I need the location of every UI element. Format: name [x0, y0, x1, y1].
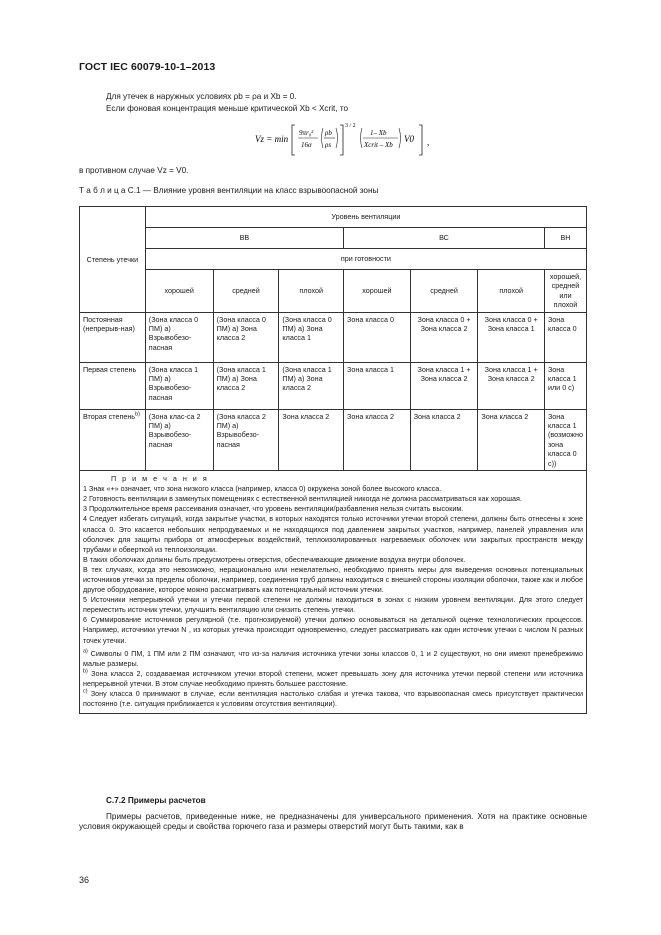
row-label — [80, 409, 146, 470]
table-caption-text: С.1 — Влияние уровня вентиляции на класс взрывоопасной зоны — [127, 186, 379, 195]
table-cell: Зона класса 2 — [410, 409, 478, 470]
footnote-mark: b) — [83, 668, 88, 675]
formula-frac2-den: Xcrit – Xb — [364, 141, 393, 149]
table-header-vn: ВН — [544, 228, 586, 249]
table-row — [80, 312, 587, 362]
table-cell: (Зона класса 0 ПМ) а) Зона класса 1 — [279, 312, 344, 362]
table-cell: Зона класса 2 — [478, 409, 545, 470]
row-label-sup: b) — [135, 411, 140, 418]
table-row — [80, 409, 587, 470]
formula-comma: , — [427, 137, 430, 147]
table-cell: (Зона класса 2 ПМ) а) Взрывобезо-пасная — [213, 409, 279, 470]
table-cell: Зона класса 2 — [344, 409, 411, 470]
footnote — [83, 689, 583, 709]
table-cell: Зона класса 0 — [344, 312, 411, 362]
table-cell: (Зона класса 1 ПМ) а) Зона класса 2 — [213, 362, 279, 409]
footnote-text: Символы 0 ПМ, 1 ПМ или 2 ПМ означают, что из-за наличия источника утечки зоны классов 0, 1 и 2 существуют, но они имеют пренебрежимо малые размеры. — [83, 648, 583, 668]
formula-frac2-num: 1– Xb — [370, 129, 387, 137]
note-item: 2 Готовность вентиляции в замкнутых помещениях с естественной вентиляцией никогда не должна рассматриваться как хорошая. — [83, 494, 522, 504]
footnote — [83, 669, 583, 689]
table-cell: (Зона класса 1 ПМ) а) Зона класса 2 — [279, 362, 344, 409]
row-label: Постоянная (непрерыв-ная) — [80, 312, 146, 362]
table-header-release-grade: Степень утечки — [80, 207, 146, 313]
table-cell: Зона класса 1 или 0 с) — [544, 362, 586, 409]
document-header: ГОСТ IEC 60079-10-1–2013 — [79, 61, 216, 73]
footnote-text: Зону класса 0 принимают в случае, если вентиляция настолько слабая и утечка такова, что взрывоопасная смесь присутствует практически постоянно (т.е. ситуация приближается к условиям отсутствия вентиляции). — [83, 689, 583, 709]
table-cell: Зона класса 2 — [279, 409, 344, 470]
table-header-vn-readiness: хорошей, средней или плохой — [544, 270, 586, 313]
table-header-vv: ВВ — [145, 228, 343, 249]
table-header-bad-vs: плохой — [478, 270, 545, 313]
notes-cell — [80, 471, 587, 714]
table-cell: Зона класса 1 + Зона класса 2 — [410, 362, 478, 409]
formula-frac1-num: 9πr₀² — [299, 129, 314, 137]
note-item: В таких оболочках должны быть предусмотрены отверстия, обеспечивающие движение воздуха внутри оболочек. — [83, 554, 466, 564]
table-cell: Зона класса 0 — [544, 312, 586, 362]
table-header-vs: ВС — [344, 228, 545, 249]
note-item: 3 Продолжительное время рассеивания означает, что уровень вентиляции/разбавления нельзя считать высоким. — [83, 504, 464, 514]
formula-vz — [255, 119, 435, 159]
notes-title: П р и м е ч а н и я — [111, 474, 209, 484]
table-cell: Зона класса 1 — [344, 362, 411, 409]
table-cell: (Зона класса 0 ПМ) а) Взрывобезо-пасная — [145, 312, 213, 362]
table-header-good-vv: хорошей — [145, 270, 213, 313]
note-item: 6 Суммирование источников регулярной (т.е. прогнозируемой) утечки должно основываться на детальной оценке технологических процессов. Например, источники утечки N , из которых утечка происходит одновременно, следует рассматривать как один источник утечки с числом N разных точек утечки. — [83, 615, 583, 645]
table-cell: Зона класса 0 + Зона класса 1 — [478, 312, 545, 362]
table-header-medium-vs: средней — [410, 270, 478, 313]
table-cell: Зона класса 1 (возможно зона класса 0 с)) — [544, 409, 586, 470]
ventilation-zone-table — [79, 206, 587, 714]
table-cell: (Зона клас-са 2 ПМ) а) Взрывобезо-пасная — [145, 409, 213, 470]
intro-line-2: Если фоновая концентрация меньше критической Xb < Xcrit, то — [106, 104, 349, 113]
row-label: Первая степень — [80, 362, 146, 409]
section-body: Примеры расчетов, приведенные ниже, не предназначены для универсального применения. Хотя на практике основные условия окружающей среды и свойства горючего газа и размеры отверстий могут быть такими, как в — [79, 812, 587, 832]
table-caption — [79, 186, 378, 195]
table-cell: Зона класса 0 + Зона класса 2 — [410, 312, 478, 362]
footnote-text: Зона класса 2, создаваемая источником утечки второй степени, может превышать зону для источника утечки первой степени или источника непрерывной утечки. В этом случае необходимо принять большее расстояние. — [83, 668, 583, 688]
formula-lhs: Vz = min — [255, 134, 289, 144]
page-number: 36 — [79, 875, 90, 885]
section-heading: С.7.2 Примеры расчетов — [106, 796, 206, 805]
table-cell: (Зона класса 0 ПМ) а) Зона класса 2 — [213, 312, 279, 362]
table-header-medium-vv: средней — [213, 270, 279, 313]
table-header-bad-vv: плохой — [279, 270, 344, 313]
table-header-ventilation-level: Уровень вентиляции — [145, 207, 586, 228]
note-item: 4 Следует избегать ситуаций, когда закрытые участки, в которых находятся только источники утечки второй степени, должны быть отнесены к зоне класса 0. Это касается небольших непродуваемых и не находящихся под давлением закрытых участков, например, панелей управления или оболочек для защиты прибора от атмосферных воздействий, теплоизолированных нагреваемых оболочек или закрытых пространств между трубами и обверткой из теплоизоляции. — [83, 514, 583, 554]
formula-frac1-den: 16α — [301, 141, 312, 149]
footnote-mark: с) — [83, 688, 88, 695]
note-item: В тех случаях, когда это невозможно, нерационально или нежелательно, необходимо принять меры для выведения основных потенциальных источников утечки за пределы оболочки, например, соединения труб должны находиться с внешней стороны изоляции оболочки, также как и любое другое оборудование, которое можно рассматривать как потенциальный источник утечки. — [83, 564, 583, 595]
formula-v0: V0 — [404, 134, 414, 144]
table-header-readiness: при готовности — [145, 249, 586, 270]
formula-exponent: 3 / 2 — [345, 123, 356, 129]
notes-row — [80, 471, 587, 714]
table-cell: Зона класса 1 + Зона класса 2 — [478, 362, 545, 409]
note-item: 5 Источники непрерывной утечки и утечки первой степени не должны находиться в зонах с низким уровнем вентиляции. Для этого следует переместить источник утечки, улучшить вентиляцию или снизить степень утечки. — [83, 595, 583, 615]
intro-line-1: Для утечек в наружных условиях ρb = ρa и Xb = 0. — [106, 92, 297, 101]
table-row — [80, 362, 587, 409]
note-item: 1 Знак «+» означает, что зона низкого класса (например, класса 0) окружена зоной более высокого класса. — [83, 484, 442, 494]
table-header-good-vs: хорошей — [344, 270, 411, 313]
formula-rho-num: ρb — [325, 129, 332, 137]
footnote-mark: а) — [83, 648, 88, 655]
row-label-text: Вторая степень — [83, 411, 136, 421]
table-caption-prefix: Т а б л и ц а — [79, 186, 126, 195]
formula-otherwise: в противном случае Vz = V0. — [79, 166, 189, 175]
formula-rho-den: ρs — [325, 141, 332, 149]
footnote — [83, 649, 583, 669]
table-cell: (Зона класса 1 ПМ) а) Взрывобезо-пасная — [145, 362, 213, 409]
